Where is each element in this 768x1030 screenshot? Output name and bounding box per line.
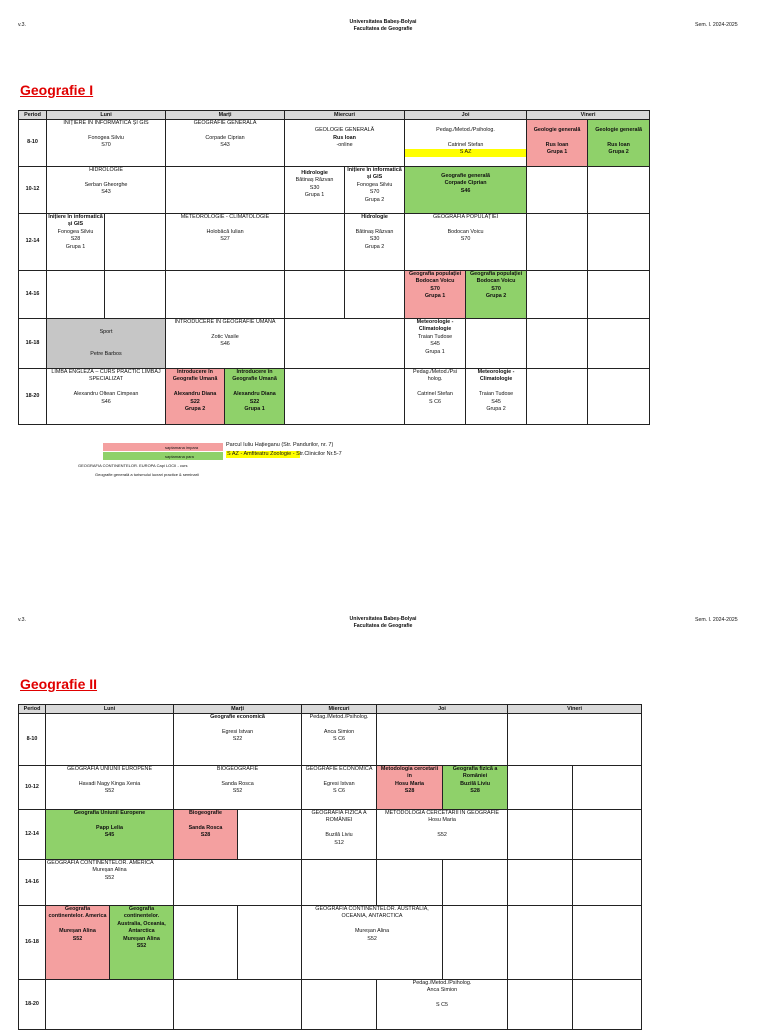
class-cell: Geologie generală Rus Ioan Grupa 1 [527, 120, 588, 167]
header-period: Period [19, 111, 47, 120]
class-cell: GEOGRAFIA CONTINENTELOR. AUSTRALIA, OCEANIA, ANTARCTICA Mureșan Alina S52 [302, 906, 443, 980]
class-cell: Meteorologie - Climatologie Traian Tudose S45 Grupa 1 [405, 319, 466, 369]
period-label: 18-20 [19, 369, 47, 425]
header-luni: Luni [47, 111, 166, 120]
university-name: Universitatea Babeș-Bolyai [349, 19, 417, 25]
class-cell: Hidrologie Bătinaș Răzvan S30 Grupa 2 [345, 214, 405, 271]
page-title: Geografie II [20, 676, 98, 692]
class-cell: Geologie generală Rus Ioan Grupa 2 [588, 120, 650, 167]
period-label: 14-16 [19, 271, 47, 319]
location-note-1: Parcul Iuliu Hațieganu (Str. Pandurilor, nr. 7) [226, 442, 334, 448]
timetable [18, 704, 642, 1030]
semester-label: Sem. I. 2024-2025 [695, 617, 738, 623]
class-cell: Geografia Uniunii Europene Papp Lelia S45 [46, 810, 174, 860]
class-cell: Geografia continentelor. Australia, Oceania, Antarctica Mureșan Alina S52 [110, 906, 174, 980]
header-miercuri: Miercuri [285, 111, 405, 120]
period-label: 16-18 [19, 319, 47, 369]
class-cell: Pedag./Metod./Psiholog. Anca Simion S C5 [377, 980, 508, 1030]
class-cell: GEOGRAFIA FIZICĂ A ROMÂNIEI Buzilă Liviu S12 [302, 810, 377, 860]
version-label: v.3. [18, 617, 26, 623]
class-cell: GEOGRAFIE GENERALĂ Corpade Ciprian S43 [166, 120, 285, 167]
page-title: Geografie I [20, 82, 94, 98]
class-cell: Geografia populației Bodocan Voicu S70 Grupa 2 [466, 271, 527, 319]
period-label: 12-14 [19, 214, 47, 271]
header-joi: Joi [405, 111, 527, 120]
legend-note-2: Geografie generală a turismului lucrari practice & seminarii [95, 472, 199, 477]
header-marti: Marți [166, 111, 285, 120]
class-cell: Pedag./Metod./Psiholog. Catrinel Stefan S AZ [405, 120, 527, 167]
version-label: v.3. [18, 22, 26, 28]
timetable [18, 110, 650, 425]
period-label: 10-12 [19, 167, 47, 214]
class-cell: Hidrologie Bătinaș Răzvan S30 Grupa 1 [285, 167, 345, 214]
page-header [283, 19, 483, 33]
legend-note-1: GEOGRAFIA CONTINENTELOR. EUROPA Capi LOCII - curs [78, 463, 188, 468]
class-cell: Introducere în Geografie Umană Alexandru Diana S22 Grupa 2 [166, 369, 225, 425]
legend-even-label: saptamana para [165, 454, 194, 459]
class-cell: Inițiere în informatică și GIS Fonogea Silviu S70 Grupa 2 [345, 167, 405, 214]
header-period: Period [19, 705, 46, 714]
semester-label: Sem. I. 2024-2025 [695, 22, 738, 28]
period-label: 8-10 [19, 120, 47, 167]
location-note-2: S AZ - Amfiteatru Zoologie - Str.Clinicilor Nr.5-7 [227, 451, 342, 457]
header-vineri: Vineri [527, 111, 650, 120]
class-cell: Pedag./Metod./Psiholog. Anca Simion S C6 [302, 714, 377, 766]
header-joi: Joi [377, 705, 508, 714]
faculty-name: Facultatea de Geografie [353, 623, 413, 629]
period-label: 16-18 [19, 906, 46, 980]
period-label: 12-14 [19, 810, 46, 860]
period-label: 18-20 [19, 980, 46, 1030]
class-cell: GEOGRAFIA CONTINENTELOR. AMERICA Mureșan Alina S52 [46, 860, 174, 906]
header-luni: Luni [46, 705, 174, 714]
class-cell: Biogeografie Sanda Rosca S28 [174, 810, 238, 860]
class-cell: GEOGRAFIA UNIUNII EUROPENE Havadi Nagy Kinga Xenia S52 [46, 766, 174, 810]
class-cell: LIMBA ENGLEZĂ – CURS PRACTIC LIMBAJ SPECIALIZAT Alexandru Oltean Cimpean S46 [47, 369, 166, 425]
class-cell: Geografie generală Corpade Ciprian S46 [405, 167, 527, 214]
class-cell: GEOGRAFIE ECONOMICĂ Egresi Istvan S C6 [302, 766, 377, 810]
class-cell: Introducere în Geografie Umană Alexandru Diana S22 Grupa 1 [225, 369, 285, 425]
class-cell: Geografie economică Egresi Istvan S22 [174, 714, 302, 766]
class-cell: Geografia populației Bodocan Voicu S70 Grupa 1 [405, 271, 466, 319]
class-cell: Geografia fizică a României Buzilă Liviu S28 [443, 766, 508, 810]
legend-odd-label: saptamana impara [165, 445, 199, 450]
legend-swatch-even [103, 452, 223, 460]
period-label: 8-10 [19, 714, 46, 766]
class-cell: Geografia continentelor. America Mureșan Alina S52 [46, 906, 110, 980]
room-highlight: S AZ [405, 149, 526, 156]
class-cell: Inițiere în informatică și GIS Fonogea Silviu S28 Grupa 1 [47, 214, 105, 271]
faculty-name: Facultatea de Geografie [353, 26, 413, 32]
class-cell: METODOLOGIA CERCETARII IN GEOGRAFIE Hosu Maria S52 [377, 810, 508, 860]
period-label: 10-12 [19, 766, 46, 810]
class-cell: METEOROLOGIE - CLIMATOLOGIE Holobâcă Iulian S27 [166, 214, 285, 271]
period-label: 14-16 [19, 860, 46, 906]
header-marti: Marți [174, 705, 302, 714]
class-cell: Pedag./Metod./Psi holog. Catrinel Stefan S C6 [405, 369, 466, 425]
header-vineri: Vineri [508, 705, 642, 714]
class-cell: INTRODUCERE ÎN GEOGRAFIE UMANĂ Zotic Vasile S46 [166, 319, 285, 369]
legend-swatch-odd [103, 443, 223, 451]
class-cell: GEOLOGIE GENERALĂ Rus Ioan -online [285, 120, 405, 167]
header-miercuri: Miercuri [302, 705, 377, 714]
class-cell: BIOGEOGRAFIE Sanda Rosca S52 [174, 766, 302, 810]
class-cell: Sport Petre Barbos [47, 319, 166, 369]
class-cell: INIȚIERE ÎN INFORMATICĂ ȘI GIS Fonogea Silviu S70 [47, 120, 166, 167]
class-cell: Metodologia cercetarii in Hosu Maria S28 [377, 766, 443, 810]
class-cell: HIDROLOGIE Serban Gheorghe S43 [47, 167, 166, 214]
page-header [283, 616, 483, 630]
university-name: Universitatea Babeș-Bolyai [349, 616, 417, 622]
class-cell: Meteorologie - Climatologie Traian Tudose S45 Grupa 2 [466, 369, 527, 425]
class-cell: GEOGRAFIA POPULAȚIEI Bodocan Voicu S70 [405, 214, 527, 271]
